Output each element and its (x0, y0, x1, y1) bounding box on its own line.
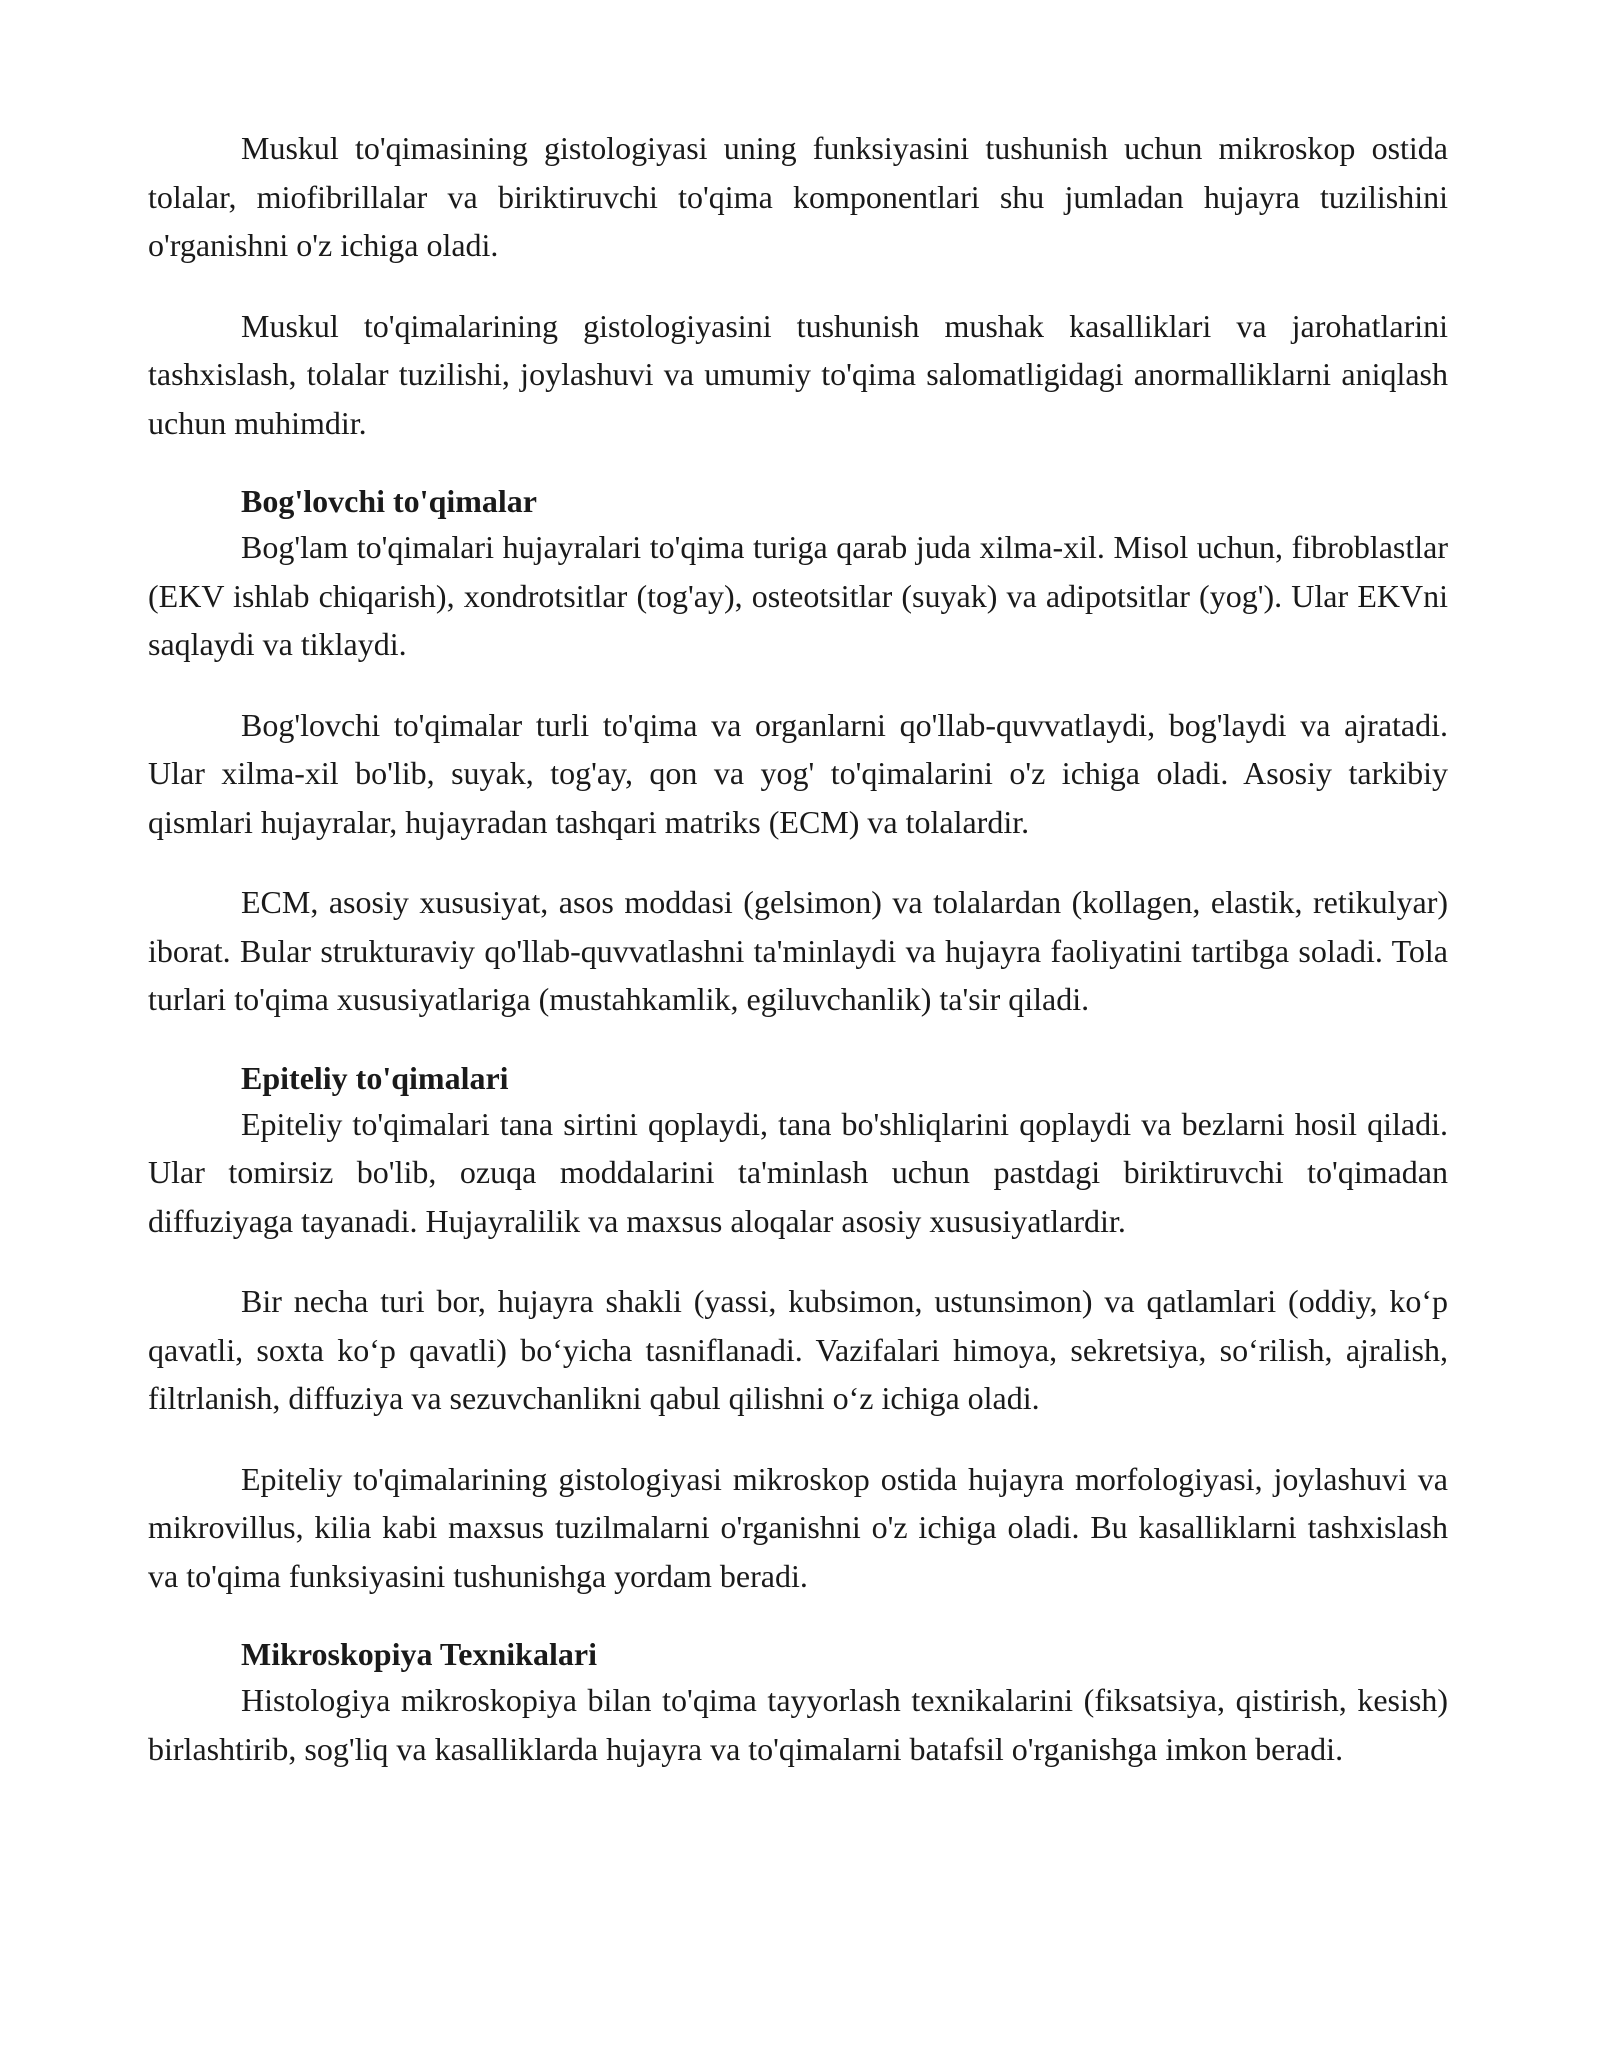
section-title-microscopy-techniques: Mikroskopiya Texnikalari (241, 1636, 597, 1672)
document-page (148, 124, 1448, 1805)
section-title-connective-tissue: Bog'lovchi to'qimalar (241, 483, 537, 519)
section-connective-tissue (148, 479, 1448, 1024)
section-epithelial-tissue (148, 1056, 1448, 1601)
paragraph-microscopy-overview: Histologiya mikroskopiya bilan to'qima tayyorlash texnikalarini (fiksatsiya, qistirish, kesish) birlashtirib, sog'liq va kasalliklarda hujayra va to'qimalarni batafsil o'rganishga imkon beradi. (148, 1682, 1448, 1767)
section-title-epithelial-tissue: Epiteliy to'qimalari (241, 1059, 509, 1096)
section-microscopy-techniques (148, 1632, 1448, 1773)
paragraph-epithelial-overview: Epiteliy to'qimalari tana sirtini qoplaydi, tana bo'shliqlarini qoplaydi va bezlarni hosil qiladi. Ular tomirsiz bo'lib, ozuqa moddalarini ta'minlash uchun pastdagi biriktiruvchi to'qimadan diffuziyaga tayanadi. Hujayralilik va maxsus aloqalar asosiy xususiyatlardir. (148, 1105, 1448, 1239)
paragraph-muscle-histology: Muskul to'qimasining gistologiyasi uning funksiyasini tushunish uchun mikroskop ostida tolalar, miofibrillalar va biriktiruvchi to'qima komponentlari shu jumladan hujayra tuzilishini o'rganishni o'z ichiga oladi. (148, 130, 1448, 263)
paragraph-muscle-diagnosis: Muskul to'qimalarining gistologiyasini tushunish mushak kasalliklari va jarohatlarini tashxislash, tolalar tuzilishi, joylashuvi va umumiy to'qima salomatligidagi anormalliklarni aniqlash uchun muhimdir. (148, 307, 1448, 441)
paragraph-connective-function: Bog'lovchi to'qimalar turli to'qima va organlarni qo'llab-quvvatlaydi, bog'laydi va ajratadi. Ular xilma-xil bo'lib, suyak, tog'ay, qon va yog' to'qimalarini o'z ichiga oladi. Asosiy tarkibiy qismlari hujayralar, hujayradan tashqari matriks (ECM) va tolalardir. (148, 706, 1448, 840)
paragraph-connective-ecm: ECM, asosiy xususiyat, asos moddasi (gelsimon) va tolalardan (kollagen, elastik, retikulyar) iborat. Bular strukturaviy qo'llab-quvvatlashni ta'minlaydi va hujayra faoliyatini tartibga soladi. Tola turlari to'qima xususiyatlariga (mustahkamlik, egiluvchanlik) ta'sir qiladi. (148, 884, 1448, 1017)
paragraph-epithelial-types: Bir necha turi bor, hujayra shakli (yassi, kubsimon, ustunsimon) va qatlamlari (oddiy, ko‘p qavatli, soxta ko‘p qavatli) bo‘yicha tasniflanadi. Vazifalari himoya, sekretsiya, so‘rilish, ajralish, filtrlanish, diffuziya va sezuvchanlikni qabul qilishni o‘z ichiga oladi. (148, 1283, 1448, 1416)
paragraph-epithelial-histology: Epiteliy to'qimalarining gistologiyasi mikroskop ostida hujayra morfologiyasi, joylashuvi va mikrovillus, kilia kabi maxsus tuzilmalarni o'rganishni o'z ichiga oladi. Bu kasalliklarni tashxislash va to'qima funksiyasini tushunishga yordam beradi. (148, 1460, 1448, 1594)
paragraph-connective-cells: Bog'lam to'qimalari hujayralari to'qima turiga qarab juda xilma-xil. Misol uchun, fibroblastlar (EKV ishlab chiqarish), xondrotsitlar (tog'ay), osteotsitlar (suyak) va adipotsitlar (yog'). Ular EKVni saqlaydi va tiklaydi. (148, 529, 1448, 662)
